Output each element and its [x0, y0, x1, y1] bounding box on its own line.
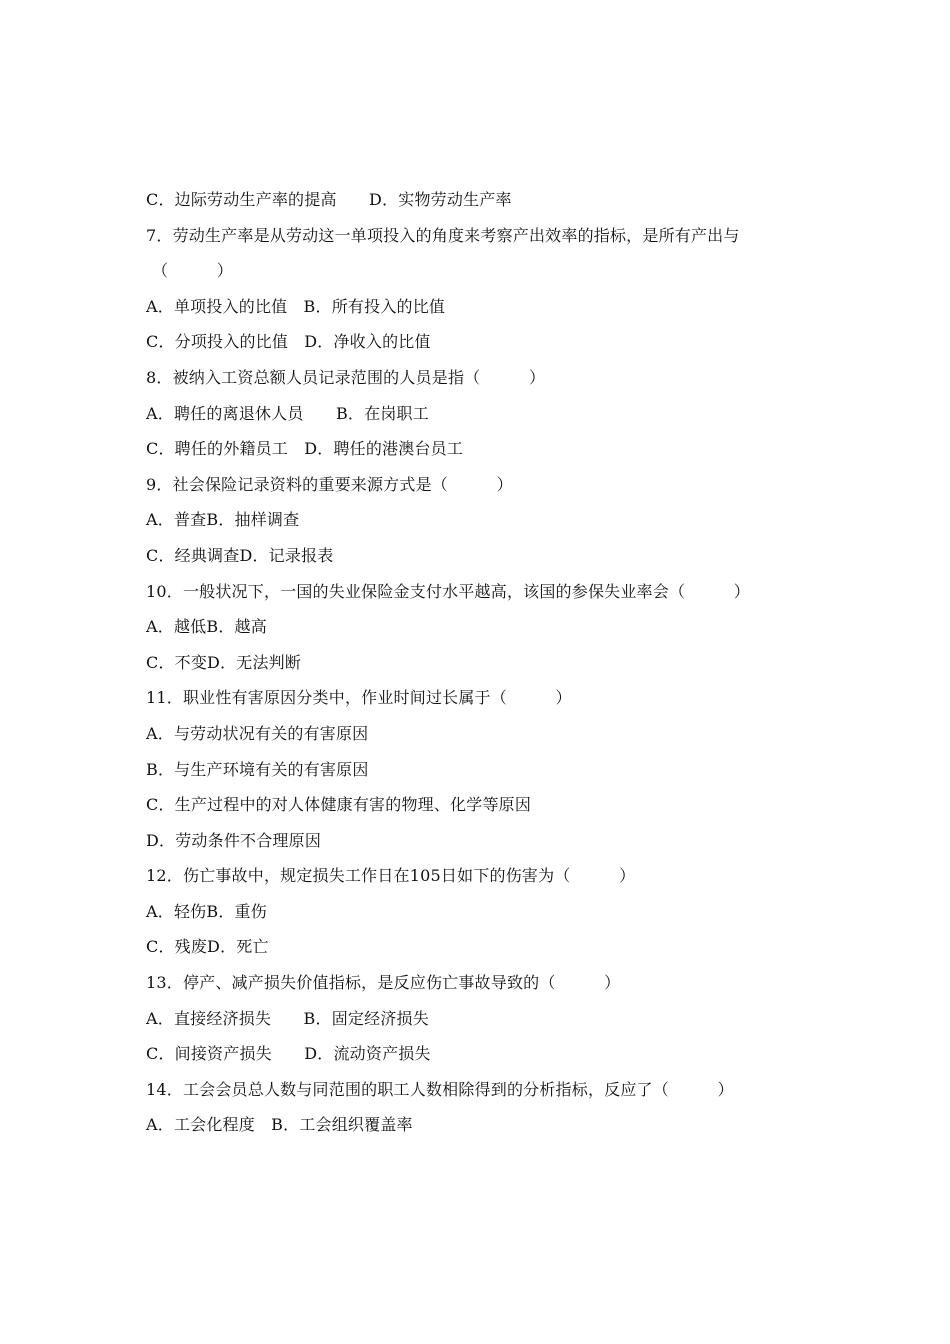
- option-line: C．不变D．无法判断: [146, 652, 302, 672]
- question-line: 12．伤亡事故中，规定损失工作日在105日如下的伤害为（ ）: [146, 866, 636, 886]
- question-line: 9．社会保险记录资料的重要来源方式是（ ）: [146, 474, 513, 494]
- question-line: 8．被纳入工资总额人员记录范围的人员是指（ ）: [146, 367, 546, 387]
- option-line: C．经典调查D．记录报表: [146, 545, 334, 565]
- question-line: 13．停产、减产损失价值指标，是反应伤亡事故导致的（ ）: [146, 973, 621, 993]
- question-line: 10．一般状况下，一国的失业保险金支付水平越高，该国的参保失业率会（ ）: [146, 581, 750, 601]
- option-line: C．生产过程中的对人体健康有害的物理、化学等原因: [146, 795, 532, 815]
- option-line: A．与劳动状况有关的有害原因: [146, 723, 369, 743]
- option-line: C．残废D．死亡: [146, 937, 269, 957]
- option-line: A．工会化程度 B．工会组织覆盖率: [146, 1115, 413, 1135]
- option-line: B．与生产环境有关的有害原因: [146, 759, 369, 779]
- option-line: C．间接资产损失 D．流动资产损失: [146, 1044, 431, 1064]
- option-line: D．劳动条件不合理原因: [146, 830, 322, 850]
- option-line: A．普查B．抽样调查: [146, 510, 300, 530]
- option-line: C．分项投入的比值 D．净收入的比值: [146, 332, 431, 352]
- option-line: A．聘任的离退休人员 B．在岗职工: [146, 403, 429, 423]
- question-line: 7．劳动生产率是从劳动这一单项投入的角度来考察产出效率的指标，是所有产出与: [146, 225, 740, 245]
- question-blank: （ ）: [152, 261, 234, 281]
- question-line: 11．职业性有害原因分类中，作业时间过长属于（ ）: [146, 688, 572, 708]
- option-line: A．单项投入的比值 B．所有投入的比值: [146, 296, 446, 316]
- option-line: A．轻伤B．重伤: [146, 901, 267, 921]
- option-line: A．直接经济损失 B．固定经济损失: [146, 1008, 429, 1028]
- option-line: C．边际劳动生产率的提高 D．实物劳动生产率: [146, 190, 512, 209]
- option-line: A．越低B．越高: [146, 617, 267, 637]
- question-line: 14．工会会员总人数与同范围的职工人数相除得到的分析指标，反应了（ ）: [146, 1079, 734, 1099]
- option-line: C．聘任的外籍员工 D．聘任的港澳台员工: [146, 439, 464, 459]
- document-body: [146, 186, 846, 1147]
